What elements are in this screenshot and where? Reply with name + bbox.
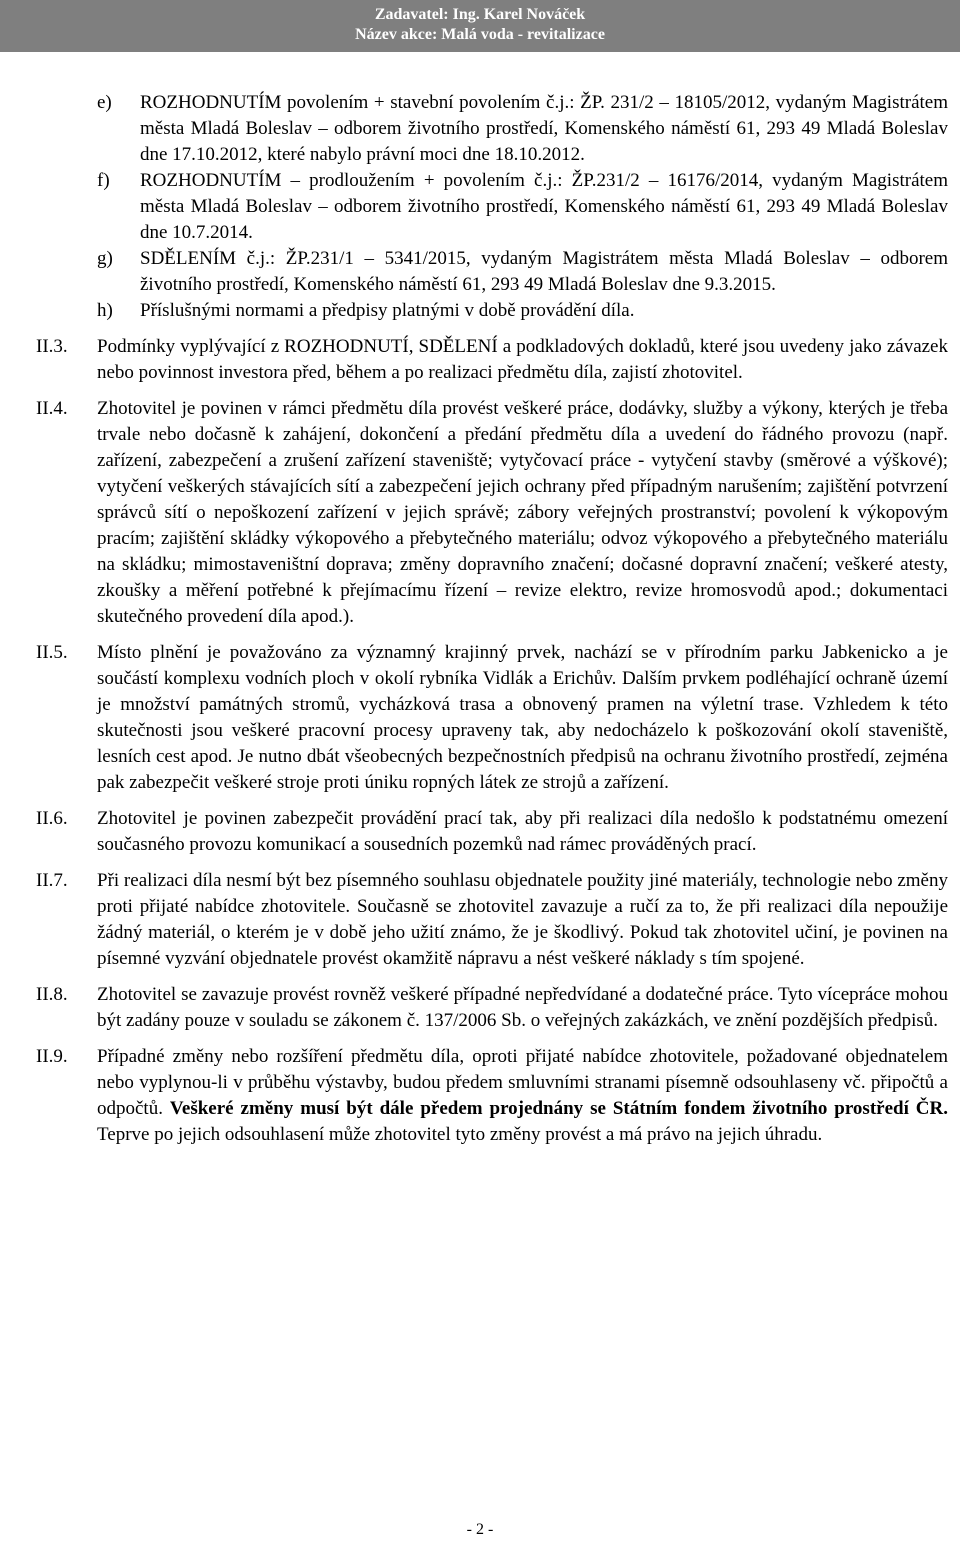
section-ii-4: [36, 396, 948, 630]
header-project: Název akce: Malá voda - revitalizace: [355, 26, 605, 43]
document-body: [36, 90, 948, 1148]
section-text-start: Případné změny nebo rozšíření předmětu díla, oproti přijaté nabídce zhotovitele, požadované objednatelem nebo vyplynou-li v průběhu výstavby, budou předem smluvními stranami písemně odsouhlaseny vč. připočtů a odpočtů.: [97, 1046, 948, 1119]
section-number: II.7.: [36, 870, 68, 891]
section-ii-5: [36, 640, 948, 796]
section-number: II.8.: [36, 984, 68, 1005]
section-number: II.3.: [36, 336, 68, 357]
section-text: Zhotovitel je povinen zabezpečit provádění prací tak, aby při realizaci díla nedošlo k podstatnému omezení současného provozu komunikací a sousedních pozemků nad rámec prováděných prací.: [97, 808, 948, 855]
list-text: SDĚLENÍM č.j.: ŽP.231/1 – 5341/2015, vydaným Magistrátem města Mladá Boleslav – odborem životního prostředí, Komenského náměstí 61, 293 49 Mladá Boleslav dne 9.3.2015.: [140, 248, 948, 295]
list-text: ROZHODNUTÍM povolením + stavební povolením č.j.: ŽP. 231/2 – 18105/2012, vydaným Magistrátem města Mladá Boleslav – odborem životního prostředí, Komenského náměstí 61, 293 49 Mladá Boleslav dne 17.10.2012, které nabylo právní moci dne 18.10.2012.: [140, 92, 948, 165]
section-ii-7: [36, 868, 948, 972]
list-letter: e): [97, 92, 112, 113]
section-ii-3: [36, 334, 948, 386]
header-client: Zadavatel: Ing. Karel Nováček: [374, 6, 586, 23]
list-item-g: [97, 246, 948, 298]
section-text-bold: Veškeré změny musí být dále předem projednány se Státním fondem životního prostředí ČR.: [169, 1098, 948, 1119]
list-letter: h): [97, 300, 113, 321]
section-text: Při realizaci díla nesmí být bez písemného souhlasu objednatele použity jiné materiály, technologie nebo změny proti přijaté nabídce zhotovitele. Současně se zhotovitel zavazuje a ručí za to, že při realizaci díla nepoužije žádný materiál, o kterém je v době jeho užití známo, že je škodlivý. Pokud tak zhotovitel učiní, je povinen na písemné vyzvání objednatele provést okamžitě nápravu a nést veškeré náklady s tím spojené.: [97, 870, 948, 969]
list-letter: g): [97, 248, 113, 269]
section-text: Zhotovitel se zavazuje provést rovněž veškeré případné nepředvídané a dodatečné práce. Tyto vícepráce mohou být zadány pouze v souladu se zákonem č. 137/2006 Sb. o veřejných zakázkách, ve znění pozdějších předpisů.: [97, 984, 948, 1031]
page-number: - 2 -: [466, 1521, 494, 1538]
section-number: II.5.: [36, 642, 68, 663]
document-header: [0, 0, 960, 52]
list-text: Příslušnými normami a předpisy platnými v době provádění díla.: [140, 300, 635, 321]
section-ii-9: [36, 1044, 948, 1148]
list-item-h: [97, 298, 948, 324]
section-number: II.4.: [36, 398, 68, 419]
list-item-f: [97, 168, 948, 246]
section-text: Místo plnění je považováno za významný krajinný prvek, nachází se v přírodním parku Jabkenicko a je součástí komplexu vodních ploch v okolí rybníka Vidlák a Erichův. Dalším prvkem podléhající ochraně území je množství památných stromů, vycházková trasa a obnovený pramen na výletní trase. Vzhledem k této skutečnosti jsou veškeré pracovní procesy upraveny tak, aby nedocházelo k poškozování okolí staveniště, lesních cest apod. Je nutno dbát všeobecných bezpečnostních předpisů na ochranu životního prostředí, zejména pak zabezpečit veškeré stroje proti úniku ropných látek ze strojů a zařízení.: [97, 642, 948, 793]
section-text: Podmínky vyplývající z ROZHODNUTÍ, SDĚLENÍ a podkladových dokladů, které jsou uvedeny jako závazek nebo povinnost investora před, během a po realizaci předmětu díla, zajistí zhotovitel.: [97, 336, 948, 383]
section-text-end: Teprve po jejich odsouhlasení může zhotovitel tyto změny provést a má právo na jejich úhradu.: [97, 1124, 823, 1145]
section-number: II.6.: [36, 808, 68, 829]
section-ii-8: [36, 982, 948, 1034]
list-letter: f): [97, 170, 110, 191]
section-text: Zhotovitel je povinen v rámci předmětu díla provést veškeré práce, dodávky, služby a výkony, kterých je třeba trvale nebo dočasně k zahájení, dokončení a předání předmětu díla a uvedení do řádného provozu (např. zařízení, zabezpečení a zrušení zařízení staveniště; vytyčovací práce - vytyčení stavby (směrové a výškové); vytyčení veškerých stávajících sítí a zabezpečení jejich ochrany před případným narušením; zajištění potvrzení správců sítí o nepoškození zařízení v jejich správě; zábory veřejných prostranství; povolení k výkopovým pracím; zajištění skládky výkopového a přebytečného materiálu; odvoz výkopového a přebytečného materiálu na skládku; mimostaveništní doprava; změny dopravního značení; dočasné dopravní značení; veškeré atesty, zkoušky a měření potřebné k přejímacímu řízení – revize elektro, revize hromosvodů apod.; dokumentaci skutečného provedení díla apod.).: [97, 398, 948, 627]
section-number: II.9.: [36, 1046, 68, 1067]
list-item-e: [97, 90, 948, 168]
list-text: ROZHODNUTÍM – prodloužením + povolením č.j.: ŽP.231/2 – 16176/2014, vydaným Magistrátem města Mladá Boleslav – odborem životního prostředí, Komenského náměstí 61, 293 49 Mladá Boleslav dne 10.7.2014.: [140, 170, 948, 243]
section-ii-6: [36, 806, 948, 858]
